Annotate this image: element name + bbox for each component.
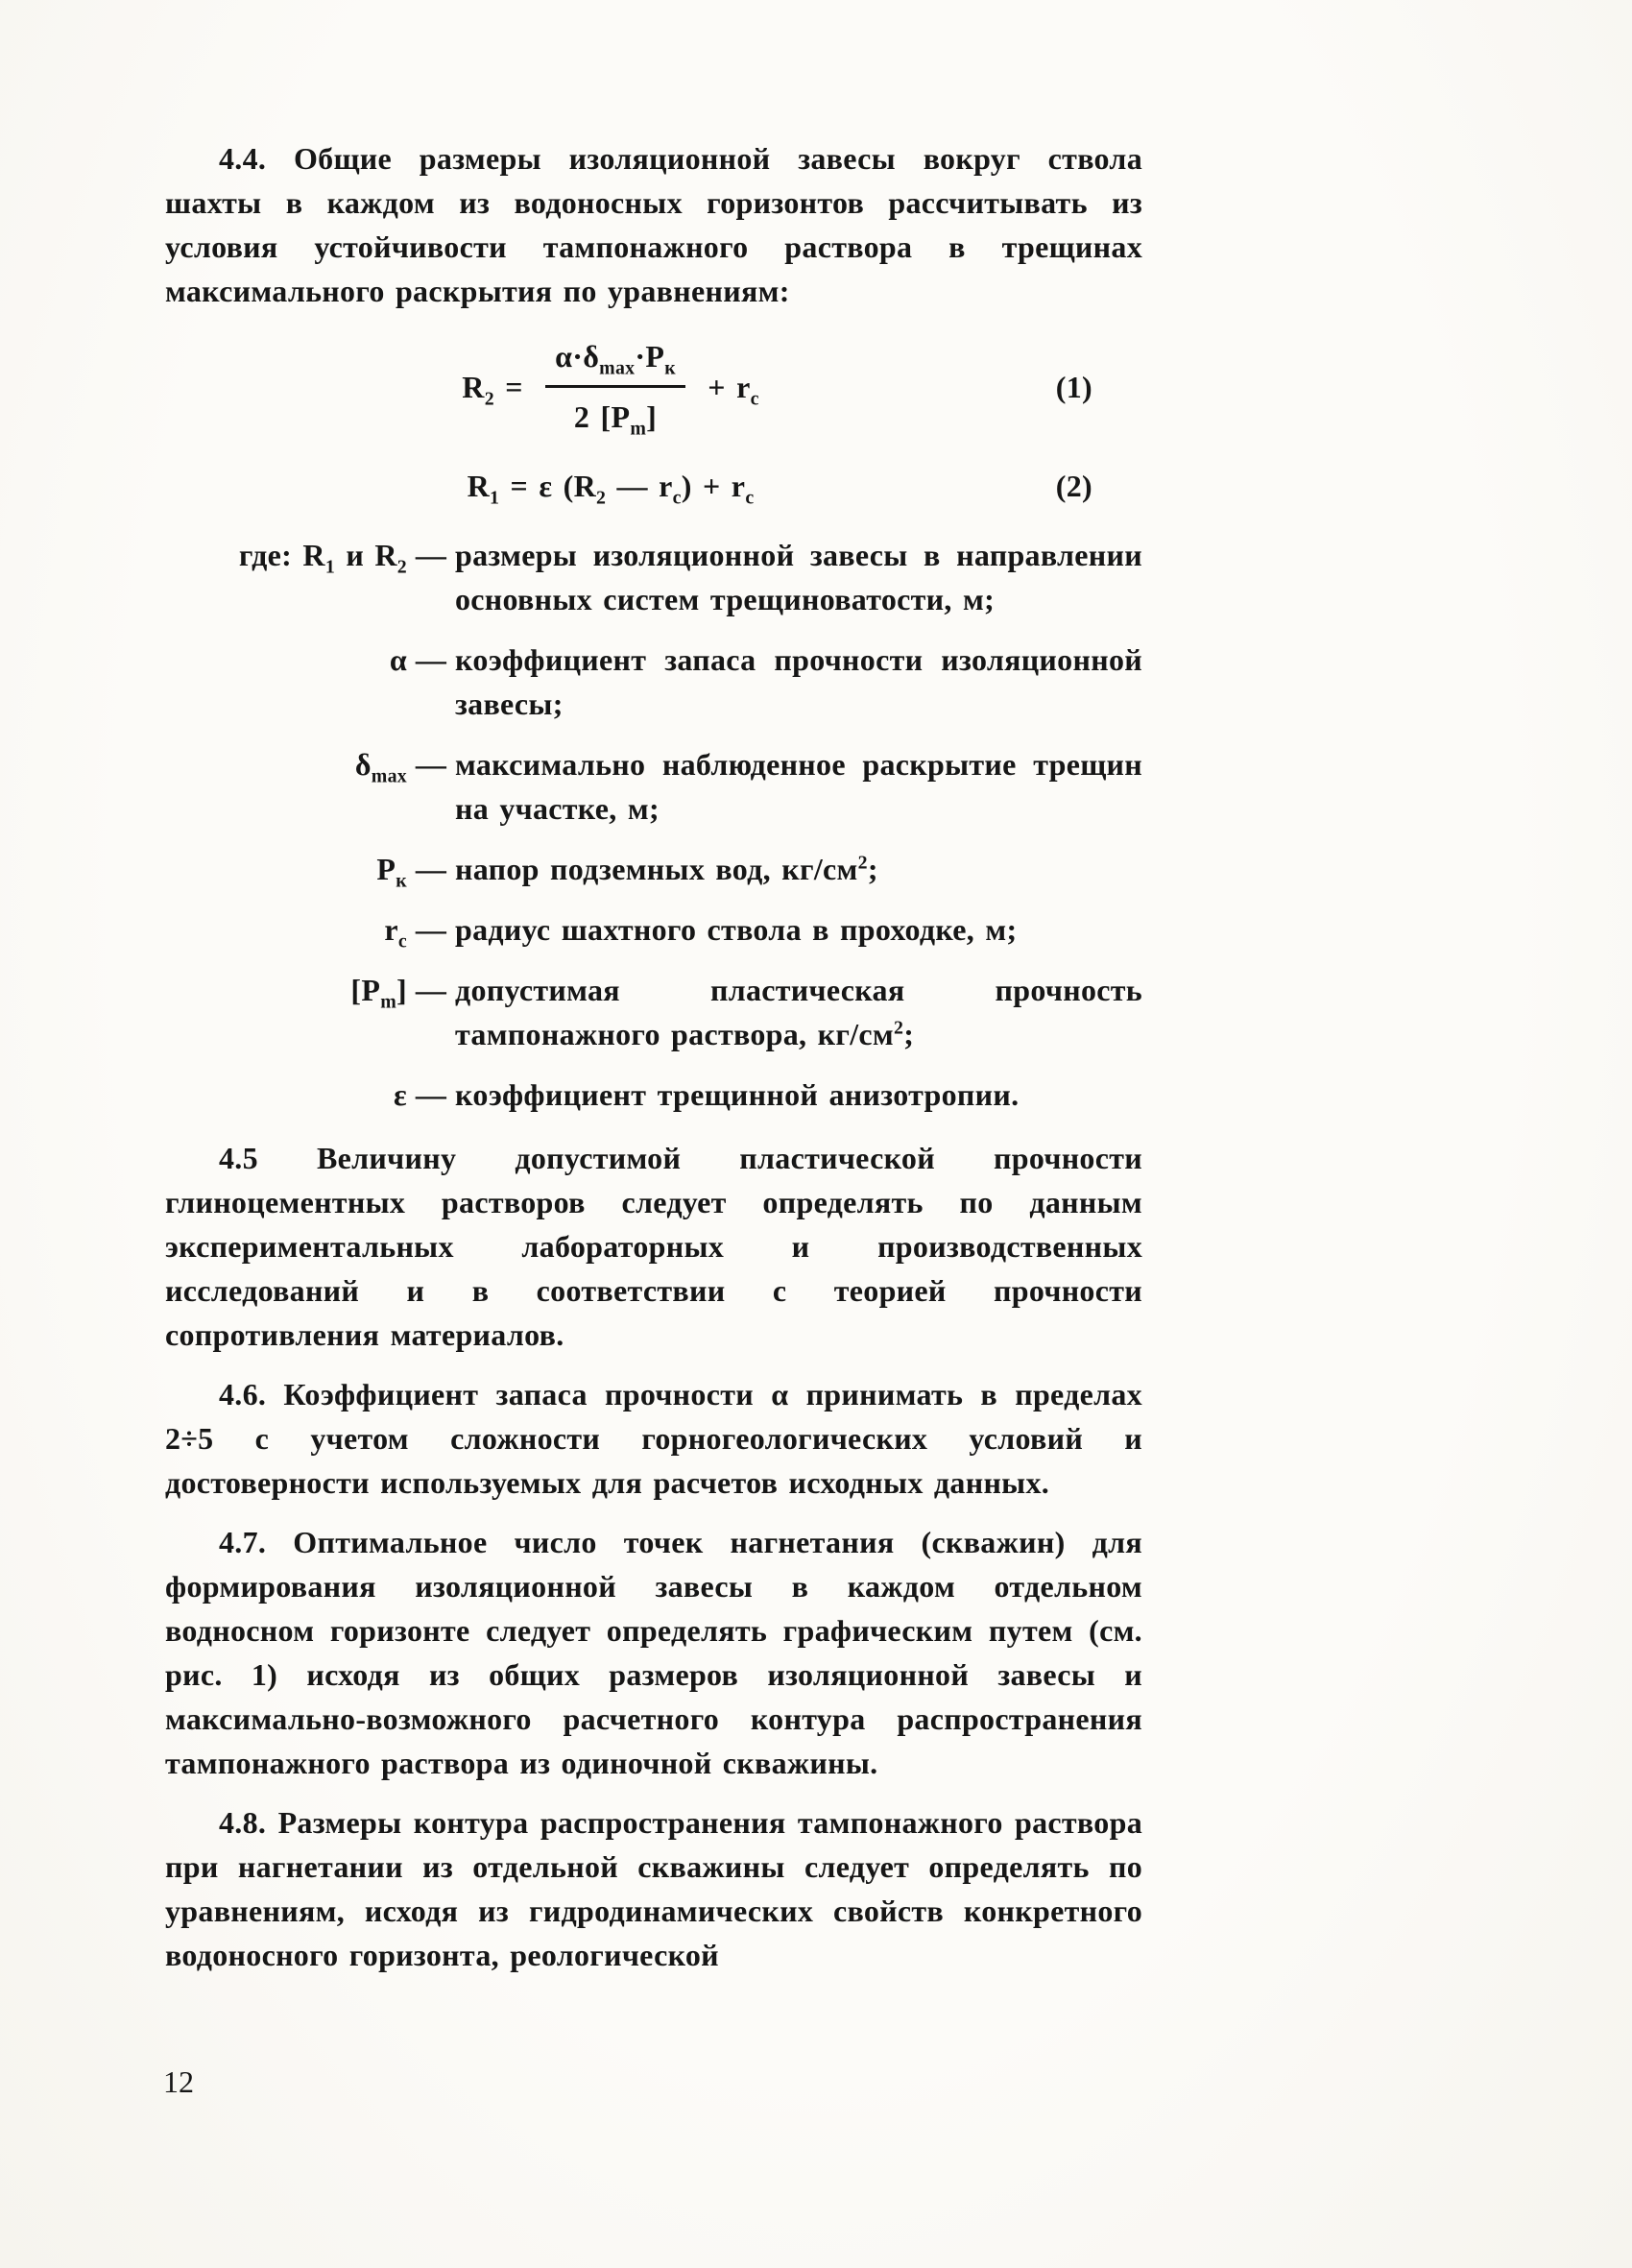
definition-description: коэффициент трещинной анизотропии.: [455, 1077, 1020, 1112]
definition-term: $[P_m]$: [350, 973, 407, 1013]
equation-1: [165, 334, 1142, 439]
definition-row: [165, 907, 1142, 952]
definition-term: ε: [394, 1077, 407, 1112]
definition-dash: —: [415, 747, 447, 782]
definitions-list: [165, 533, 1142, 1117]
equation-1-body: [462, 334, 758, 439]
equation-2-body: $R_1 = \varepsilon$ ($R_2$ — $r_c) + r_c$: [467, 469, 755, 509]
equation-1-denominator: 2 $[P_m]$: [573, 399, 658, 440]
definition-dash: —: [415, 973, 447, 1007]
equation-2-label: (2): [1055, 469, 1092, 503]
paragraph-4-5: 4.5 Величину допустимой пластической прочности глиноцементных растворов следует определять по данным экспериментальных лабораторных и производственных исследований и в соответствии с теорией прочности сопротивления материалов.: [165, 1141, 1142, 1352]
definition-description: коэффициент запаса прочности изоляционной завесы;: [455, 642, 1142, 721]
definition-row: [165, 1073, 1142, 1117]
definition-dash: —: [415, 852, 447, 886]
definition-row: [165, 968, 1142, 1056]
definition-term: $\delta_{max}$: [354, 747, 407, 787]
page-number: 12: [163, 2064, 194, 2099]
definition-description: радиус шахтного ствола в проходке, м;: [455, 912, 1018, 947]
equation-1-tail: + $r_c$: [708, 369, 759, 409]
equation-1-label: (1): [1055, 369, 1092, 404]
paragraph-4-7: 4.7. Оптимальное число точек нагнетания (скважин) для формирования изоляционной завесы в каждом отдельном водносном горизонте следует определять графическим путем (см. рис. 1) исходя из общих размеров изоляционной завесы и максимально-возможного расчетного контура распространения тампонажного раствора из одиночной скважины.: [165, 1525, 1142, 1780]
definition-dash: —: [415, 1077, 447, 1112]
definition-row: [165, 638, 1142, 726]
definition-dash: —: [415, 912, 447, 947]
equation-1-fraction: [545, 334, 685, 439]
definition-description: размеры изоляционной завесы в направлении основных систем трещиноватости, м;: [455, 538, 1142, 616]
paragraph-4-6: 4.6. Коэффициент запаса прочности α принимать в пределах 2÷5 с учетом сложности горногеологических условий и достоверности используемых для расчетов исходных данных.: [165, 1377, 1142, 1500]
definition-row: [165, 742, 1142, 831]
definition-description: напор подземных вод, $кг/см^2$;: [455, 852, 878, 886]
definition-dash: —: [415, 642, 447, 677]
definition-description: максимально наблюденное раскрытие трещин на участке, м;: [455, 747, 1142, 826]
definition-term: $r_c$: [384, 912, 407, 953]
definition-term: α: [389, 642, 407, 677]
definition-term: где: $R_1$ и $R_2$: [238, 538, 407, 578]
definition-row: [165, 847, 1142, 891]
page-content: [165, 136, 1142, 1992]
equation-1-numerator: $\alpha\cdot\delta_{max}\cdot P_к$: [545, 334, 685, 388]
definition-description: допустимая пластическая прочность тампонажного раствора, $кг/см^2$;: [455, 973, 1142, 1051]
equation-1-lhs: $R_2$ =: [462, 369, 523, 409]
definition-term: $P_к$: [376, 852, 407, 892]
paragraph-4-4: 4.4. Общие размеры изоляционной завесы вокруг ствола шахты в каждом из водоносных горизонтов рассчитывать из условия устойчивости тампонажного раствора в трещинах максимального раскрытия по уравнениям:: [165, 141, 1142, 308]
paragraph-4-8: 4.8. Размеры контура распространения тампонажного раствора при нагнетании из отдельной скважины следует определять по уравнениям, исходя из гидродинамических свойств конкретного водоносного горизонта, реологической: [165, 1805, 1142, 1972]
definition-row: [165, 533, 1142, 621]
definition-dash: —: [415, 538, 447, 572]
equation-2: [165, 464, 1142, 508]
